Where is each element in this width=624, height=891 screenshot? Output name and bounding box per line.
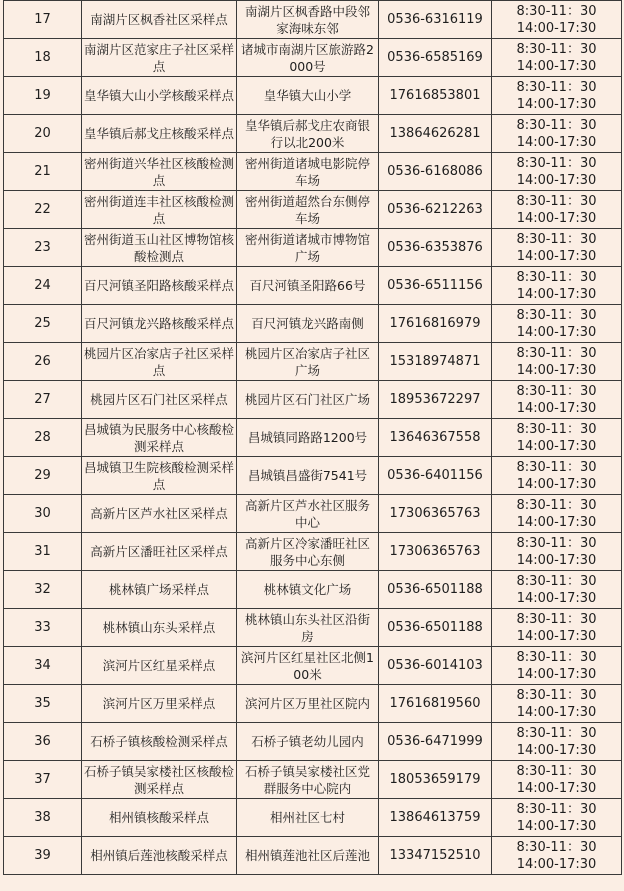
morning-hours: 8:30-11：30 (516, 79, 597, 95)
opening-hours (492, 799, 622, 837)
morning-hours: 8:30-11：30 (516, 269, 597, 285)
site-address: 高新片区冷家潘旺社区服务中心东侧 (237, 533, 379, 571)
morning-hours: 8:30-11：30 (516, 345, 597, 361)
site-address: 桃园片区冶家店子社区广场 (237, 343, 379, 381)
sampling-sites-table (3, 0, 622, 875)
opening-hours (492, 1, 622, 39)
site-address: 滨河片区万里社区院内 (237, 685, 379, 723)
site-address: 桃林镇文化广场 (237, 571, 379, 609)
opening-hours (492, 609, 622, 647)
afternoon-hours: 14:00-17:30 (516, 590, 597, 606)
row-number: 39 (4, 837, 82, 875)
row-number: 31 (4, 533, 82, 571)
opening-hours (492, 837, 622, 875)
row-number: 18 (4, 39, 82, 77)
row-number: 29 (4, 457, 82, 495)
table-row (4, 343, 622, 381)
site-address: 百尺河镇圣阳路66号 (237, 267, 379, 305)
morning-hours: 8:30-11：30 (516, 839, 597, 855)
site-address: 皇华镇后郝戈庄农商银行以北200米 (237, 115, 379, 153)
afternoon-hours: 14:00-17:30 (516, 704, 597, 720)
table-row (4, 723, 622, 761)
row-number: 25 (4, 305, 82, 343)
site-name: 滨河片区万里采样点 (82, 685, 237, 723)
table-row (4, 571, 622, 609)
table-row (4, 647, 622, 685)
afternoon-hours: 14:00-17:30 (516, 134, 597, 150)
table-row (4, 305, 622, 343)
contact-phone: 0536-6168086 (379, 153, 492, 191)
row-number: 22 (4, 191, 82, 229)
morning-hours: 8:30-11：30 (516, 687, 597, 703)
row-number: 21 (4, 153, 82, 191)
contact-phone: 0536-6471999 (379, 723, 492, 761)
opening-hours (492, 533, 622, 571)
site-name: 昌城镇卫生院核酸检测采样点 (82, 457, 237, 495)
contact-phone: 0536-6014103 (379, 647, 492, 685)
opening-hours (492, 457, 622, 495)
contact-phone: 0536-6212263 (379, 191, 492, 229)
opening-hours (492, 229, 622, 267)
afternoon-hours: 14:00-17:30 (516, 286, 597, 302)
row-number: 27 (4, 381, 82, 419)
site-name: 南湖片区范家庄子社区采样点 (82, 39, 237, 77)
morning-hours: 8:30-11：30 (516, 535, 597, 551)
site-name: 高新片区芦水社区采样点 (82, 495, 237, 533)
site-address: 昌城镇同路路1200号 (237, 419, 379, 457)
morning-hours: 8:30-11：30 (516, 383, 597, 399)
site-address: 南湖片区枫香路中段邻家海味东邻 (237, 1, 379, 39)
afternoon-hours: 14:00-17:30 (516, 248, 597, 264)
row-number: 28 (4, 419, 82, 457)
opening-hours (492, 77, 622, 115)
afternoon-hours: 14:00-17:30 (516, 742, 597, 758)
morning-hours: 8:30-11：30 (516, 307, 597, 323)
afternoon-hours: 14:00-17:30 (516, 58, 597, 74)
site-name: 皇华镇后郝戈庄核酸采样点 (82, 115, 237, 153)
afternoon-hours: 14:00-17:30 (516, 96, 597, 112)
afternoon-hours: 14:00-17:30 (516, 780, 597, 796)
site-address: 相州镇莲池社区后莲池 (237, 837, 379, 875)
row-number: 37 (4, 761, 82, 799)
opening-hours (492, 381, 622, 419)
site-address: 昌城镇昌盛街7541号 (237, 457, 379, 495)
row-number: 32 (4, 571, 82, 609)
contact-phone: 0536-6501188 (379, 609, 492, 647)
row-number: 34 (4, 647, 82, 685)
morning-hours: 8:30-11：30 (516, 117, 597, 133)
contact-phone: 18953672297 (379, 381, 492, 419)
row-number: 38 (4, 799, 82, 837)
opening-hours (492, 305, 622, 343)
afternoon-hours: 14:00-17:30 (516, 476, 597, 492)
opening-hours (492, 343, 622, 381)
row-number: 20 (4, 115, 82, 153)
opening-hours (492, 647, 622, 685)
morning-hours: 8:30-11：30 (516, 459, 597, 475)
contact-phone: 15318974871 (379, 343, 492, 381)
site-address: 密州街道超然台东侧停车场 (237, 191, 379, 229)
morning-hours: 8:30-11：30 (516, 421, 597, 437)
table-row (4, 39, 622, 77)
table-row (4, 495, 622, 533)
table-row (4, 191, 622, 229)
site-address: 桃园片区石门社区广场 (237, 381, 379, 419)
afternoon-hours: 14:00-17:30 (516, 438, 597, 454)
site-address: 石桥子镇老幼儿园内 (237, 723, 379, 761)
opening-hours (492, 495, 622, 533)
site-name: 百尺河镇龙兴路核酸采样点 (82, 305, 237, 343)
contact-phone: 13864613759 (379, 799, 492, 837)
table-row (4, 77, 622, 115)
contact-phone: 0536-6353876 (379, 229, 492, 267)
site-name: 密州街道兴华社区核酸检测点 (82, 153, 237, 191)
morning-hours: 8:30-11：30 (516, 231, 597, 247)
opening-hours (492, 723, 622, 761)
contact-phone: 17616816979 (379, 305, 492, 343)
contact-phone: 0536-6401156 (379, 457, 492, 495)
morning-hours: 8:30-11：30 (516, 725, 597, 741)
afternoon-hours: 14:00-17:30 (516, 552, 597, 568)
afternoon-hours: 14:00-17:30 (516, 856, 597, 872)
opening-hours (492, 761, 622, 799)
site-address: 石桥子镇吴家楼社区党群服务中心院内 (237, 761, 379, 799)
morning-hours: 8:30-11：30 (516, 649, 597, 665)
site-name: 南湖片区枫香社区采样点 (82, 1, 237, 39)
morning-hours: 8:30-11：30 (516, 573, 597, 589)
opening-hours (492, 267, 622, 305)
site-name: 石桥子镇核酸检测采样点 (82, 723, 237, 761)
opening-hours (492, 685, 622, 723)
contact-phone: 17616853801 (379, 77, 492, 115)
site-name: 密州街道玉山社区博物馆核酸检测点 (82, 229, 237, 267)
opening-hours (492, 153, 622, 191)
table-row (4, 761, 622, 799)
site-name: 皇华镇大山小学核酸采样点 (82, 77, 237, 115)
contact-phone: 13864626281 (379, 115, 492, 153)
table-row (4, 419, 622, 457)
table-row (4, 609, 622, 647)
morning-hours: 8:30-11：30 (516, 497, 597, 513)
morning-hours: 8:30-11：30 (516, 763, 597, 779)
table-body (4, 1, 622, 875)
contact-phone: 0536-6585169 (379, 39, 492, 77)
site-address: 高新片区芦水社区服务中心 (237, 495, 379, 533)
site-name: 桃林镇广场采样点 (82, 571, 237, 609)
site-address: 桃林镇山东头社区沿街房 (237, 609, 379, 647)
table-row (4, 837, 622, 875)
afternoon-hours: 14:00-17:30 (516, 818, 597, 834)
row-number: 19 (4, 77, 82, 115)
morning-hours: 8:30-11：30 (516, 611, 597, 627)
morning-hours: 8:30-11：30 (516, 41, 597, 57)
row-number: 26 (4, 343, 82, 381)
site-name: 石桥子镇吴家楼社区核酸检测采样点 (82, 761, 237, 799)
contact-phone: 17306365763 (379, 533, 492, 571)
row-number: 36 (4, 723, 82, 761)
afternoon-hours: 14:00-17:30 (516, 400, 597, 416)
morning-hours: 8:30-11：30 (516, 193, 597, 209)
site-address: 诸城市南湖片区旅游路2000号 (237, 39, 379, 77)
contact-phone: 17616819560 (379, 685, 492, 723)
site-name: 百尺河镇圣阳路核酸采样点 (82, 267, 237, 305)
site-name: 密州街道连丰社区核酸检测点 (82, 191, 237, 229)
site-name: 相州镇后莲池核酸采样点 (82, 837, 237, 875)
afternoon-hours: 14:00-17:30 (516, 210, 597, 226)
afternoon-hours: 14:00-17:30 (516, 628, 597, 644)
site-address: 滨河片区红星社区北侧100米 (237, 647, 379, 685)
site-address: 密州街道诸城电影院停车场 (237, 153, 379, 191)
row-number: 30 (4, 495, 82, 533)
table-row (4, 381, 622, 419)
contact-phone: 0536-6501188 (379, 571, 492, 609)
contact-phone: 13646367558 (379, 419, 492, 457)
contact-phone: 17306365763 (379, 495, 492, 533)
opening-hours (492, 419, 622, 457)
afternoon-hours: 14:00-17:30 (516, 172, 597, 188)
afternoon-hours: 14:00-17:30 (516, 514, 597, 530)
table-row (4, 229, 622, 267)
table-row (4, 799, 622, 837)
site-name: 昌城镇为民服务中心核酸检测采样点 (82, 419, 237, 457)
row-number: 23 (4, 229, 82, 267)
contact-phone: 13347152510 (379, 837, 492, 875)
opening-hours (492, 571, 622, 609)
row-number: 33 (4, 609, 82, 647)
site-address: 相州社区七村 (237, 799, 379, 837)
site-name: 相州镇核酸采样点 (82, 799, 237, 837)
row-number: 24 (4, 267, 82, 305)
site-name: 桃园片区石门社区采样点 (82, 381, 237, 419)
table-row (4, 115, 622, 153)
site-address: 密州街道诸城市博物馆广场 (237, 229, 379, 267)
afternoon-hours: 14:00-17:30 (516, 362, 597, 378)
site-address: 百尺河镇龙兴路南侧 (237, 305, 379, 343)
site-address: 皇华镇大山小学 (237, 77, 379, 115)
site-name: 高新片区潘旺社区采样点 (82, 533, 237, 571)
opening-hours (492, 115, 622, 153)
morning-hours: 8:30-11：30 (516, 3, 597, 19)
site-name: 桃园片区冶家店子社区采样点 (82, 343, 237, 381)
contact-phone: 18053659179 (379, 761, 492, 799)
table-row (4, 153, 622, 191)
table-row (4, 1, 622, 39)
site-name: 滨河片区红星采样点 (82, 647, 237, 685)
afternoon-hours: 14:00-17:30 (516, 324, 597, 340)
contact-phone: 0536-6316119 (379, 1, 492, 39)
morning-hours: 8:30-11：30 (516, 801, 597, 817)
opening-hours (492, 39, 622, 77)
morning-hours: 8:30-11：30 (516, 155, 597, 171)
table-row (4, 457, 622, 495)
afternoon-hours: 14:00-17:30 (516, 666, 597, 682)
table-row (4, 685, 622, 723)
row-number: 17 (4, 1, 82, 39)
table-row (4, 533, 622, 571)
row-number: 35 (4, 685, 82, 723)
opening-hours (492, 191, 622, 229)
site-name: 桃林镇山东头采样点 (82, 609, 237, 647)
contact-phone: 0536-6511156 (379, 267, 492, 305)
afternoon-hours: 14:00-17:30 (516, 20, 597, 36)
table-row (4, 267, 622, 305)
